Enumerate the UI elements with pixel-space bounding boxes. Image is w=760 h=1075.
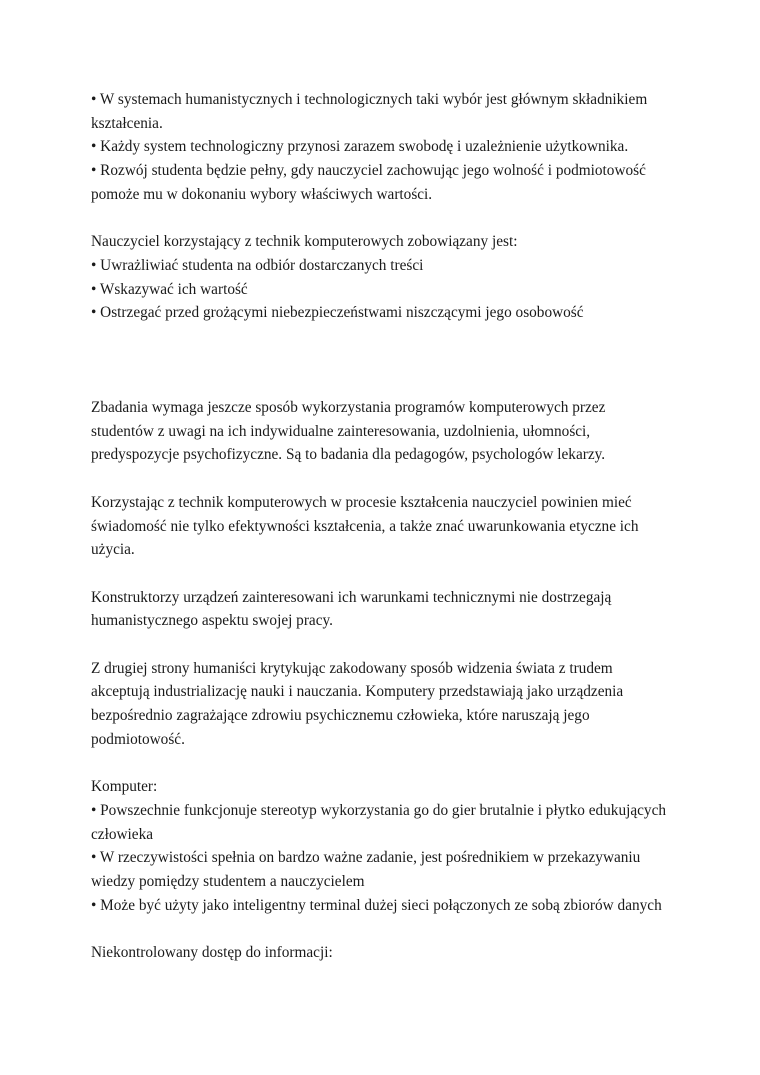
paragraph-teacher-duties <box>91 230 681 325</box>
text-line: Niekontrolowany dostęp do informacji: <box>91 944 333 962</box>
text-line: kształcenia. <box>91 114 163 132</box>
text-line: • Ostrzegać przed grożącymi niebezpieczeństwami niszczącymi jego osobowość <box>91 304 584 322</box>
paragraph-spacer <box>91 917 681 941</box>
paragraph-spacer <box>91 752 681 776</box>
text-line: podmiotowość. <box>91 730 185 748</box>
text-line: • Wskazywać ich wartość <box>91 280 248 298</box>
text-line: świadomość nie tylko efektywności kształcenia, a także znać uwarunkowania etyczne ich <box>91 517 639 535</box>
paragraph-spacer <box>91 633 681 657</box>
text-line: humanistycznego aspektu swojej pracy. <box>91 612 333 630</box>
text-line: • W systemach humanistycznych i technologicznych taki wybór jest głównym składnikiem <box>91 91 648 108</box>
paragraph-spacer <box>91 207 681 231</box>
text-line: Komputer: <box>91 778 158 796</box>
text-line: • Może być użyty jako inteligentny terminal dużej sieci połączonych ze sobą zbiorów danych <box>91 896 662 914</box>
paragraph-constructors <box>91 586 681 633</box>
text-line: • W rzeczywistości spełnia on bardzo ważne zadanie, jest pośrednikiem w przekazywaniu <box>91 849 641 867</box>
text-line: Zbadania wymaga jeszcze sposób wykorzystania programów komputerowych przez <box>91 399 606 417</box>
text-line: wiedzy pomiędzy studentem a nauczycielem <box>91 873 365 891</box>
paragraph-computer <box>91 775 681 917</box>
text-line: Korzystając z technik komputerowych w procesie kształcenia nauczyciel powinien mieć <box>91 493 632 511</box>
paragraph-technology-choice <box>91 88 681 207</box>
paragraph-spacer <box>91 467 681 491</box>
text-line: • Uwrażliwiać studenta na odbiór dostarczanych treści <box>91 256 424 274</box>
text-line: Konstruktorzy urządzeń zainteresowani ich warunkami technicznymi nie dostrzegają <box>91 588 612 606</box>
text-line: • Każdy system technologiczny przynosi zarazem swobodę i uzależnienie użytkownika. <box>91 138 629 156</box>
text-line: predyspozycje psychofizyczne. Są to badania dla pedagogów, psychologów lekarzy. <box>91 446 606 464</box>
text-line: Z drugiej strony humaniści krytykując zakodowany sposób widzenia świata z trudem <box>91 659 613 677</box>
paragraph-spacer <box>91 562 681 586</box>
text-line: człowieka <box>91 825 154 843</box>
text-line: użycia. <box>91 541 135 559</box>
paragraph-uncontrolled-access <box>91 941 681 965</box>
paragraph-humanists <box>91 657 681 752</box>
paragraph-teacher-awareness <box>91 491 681 562</box>
text-line: • Powszechnie funkcjonuje stereotyp wykorzystania go do gier brutalnie i płytko edukujących <box>91 801 667 819</box>
text-line: Nauczyciel korzystający z technik komputerowych zobowiązany jest: <box>91 233 518 251</box>
paragraph-spacer <box>91 325 681 396</box>
text-line: pomoże mu w dokonaniu wybory właściwych wartości. <box>91 185 433 203</box>
text-line: bezpośrednio zagrażające zdrowiu psychicznemu człowieka, które naruszają jego <box>91 707 590 725</box>
paragraph-research-needed <box>91 396 681 467</box>
text-line: • Rozwój studenta będzie pełny, gdy nauczyciel zachowując jego wolność i podmiotowość <box>91 162 646 180</box>
text-line: akceptują industrializację nauki i nauczania. Komputery przedstawiają jako urządzenia <box>91 683 624 701</box>
text-line: studentów z uwagi na ich indywidualne zainteresowania, uzdolnienia, ułomności, <box>91 422 591 440</box>
document-body <box>91 88 681 965</box>
